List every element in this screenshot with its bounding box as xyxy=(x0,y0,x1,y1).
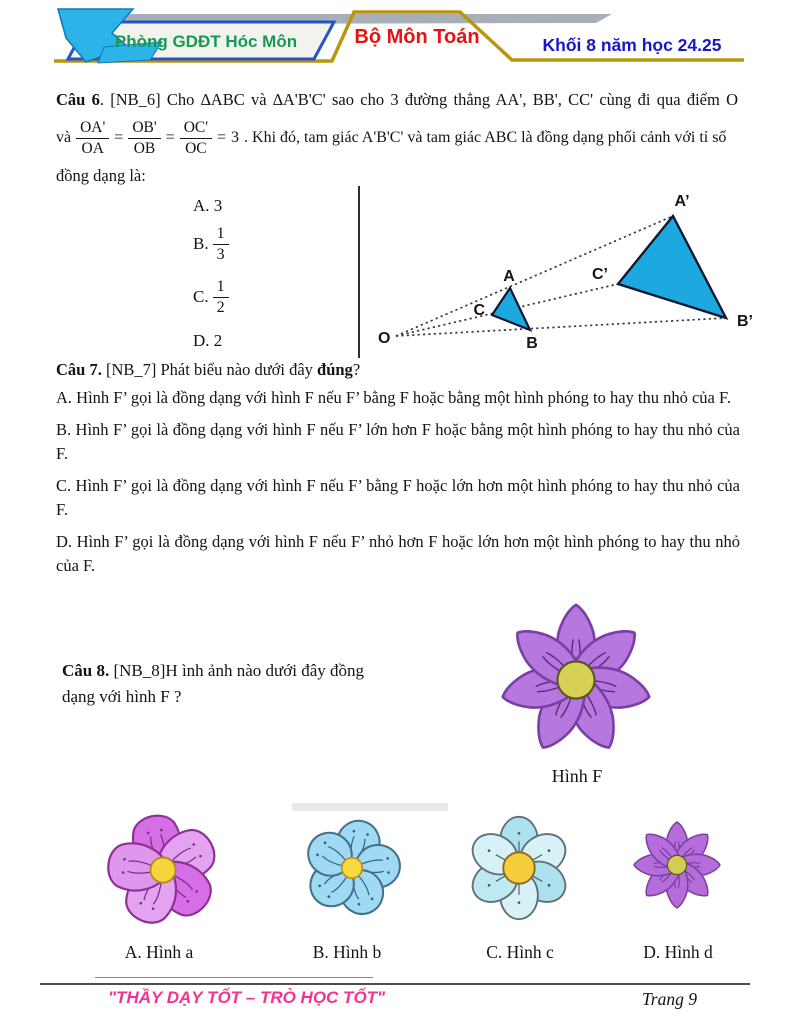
q7-option-c: C. Hình F’ gọi là đồng dạng với hình F nếu F’ bằng F hoặc lớn hơn một hình phóng to hay thu nhỏ của F. xyxy=(56,476,740,519)
label-C-prime: C’ xyxy=(592,266,608,283)
q6-line2-prefix: và xyxy=(56,129,72,146)
fraction-oc: $\frac{OC'}{OC}$ xyxy=(180,119,212,157)
label-B-prime: B’ xyxy=(737,313,753,330)
q6-vertical-divider xyxy=(358,186,360,358)
equals-sign: = xyxy=(165,129,175,146)
q7-option-d: D. Hình F’ gọi là đồng dạng với hình F nếu F’ nhỏ hơn F hoặc lớn hơn một hình phóng to hay thu nhỏ của F. xyxy=(56,532,740,575)
header-banner xyxy=(0,0,792,78)
triangle-a1b1c1 xyxy=(618,216,726,318)
q6-line3: đồng dạng là: xyxy=(56,166,146,185)
question-8 xyxy=(62,658,398,710)
q8-option-a-caption: A. Hình a xyxy=(124,942,194,962)
similar-triangles-diagram xyxy=(362,184,764,360)
label-O: O xyxy=(378,330,391,347)
q6-answer-b: B. $\frac{1}{3}$ xyxy=(193,225,234,264)
q8-text: [NB_8]H ình ảnh nào dưới đây đồng dạng với hình F ? xyxy=(62,661,364,706)
equals-sign: = xyxy=(114,129,124,146)
q6-answer-a: A. 3 xyxy=(193,196,223,215)
q8-label: Câu 8. xyxy=(62,661,110,680)
q8-option-c-caption: C. Hình c xyxy=(486,942,554,962)
header-subject-text: Bộ Môn Toán xyxy=(354,26,480,48)
fraction-ob: $\frac{OB'}{OB}$ xyxy=(128,119,160,157)
ratio-value: 3 xyxy=(231,129,240,146)
footer-rule xyxy=(40,983,750,985)
flower-a-image xyxy=(96,803,230,937)
figure-f-caption: Hình F xyxy=(551,766,603,786)
flower-a-center xyxy=(150,857,175,882)
q8-option-b-caption: B. Hình b xyxy=(312,942,382,962)
flower-f-image xyxy=(492,596,660,764)
header-dept-text: Phòng GDĐT Hóc Môn xyxy=(114,32,298,51)
q6-line1-text: . [NB_6] Cho ∆ABC và ∆A'B'C' sao cho 3 đường thẳng AA', BB', CC' cùng đi qua điểm O xyxy=(99,90,738,109)
q6-line2-suffix: . Khi đó, tam giác A'B'C' và tam giác ABC là đồng dạng phối cảnh với tỉ số xyxy=(244,129,727,146)
question-6 xyxy=(56,88,738,188)
answer-c-fraction: $\frac{1}{2}$ xyxy=(213,278,229,317)
q6-label: Câu 6 xyxy=(56,90,100,109)
q7-option-a: A. Hình F’ gọi là đồng dạng với hình F nếu F’ bằng F hoặc bằng một hình phóng to hay thu nhỏ của F. xyxy=(56,388,731,407)
flower-c-center xyxy=(503,852,534,883)
flower-d-center xyxy=(667,855,686,874)
q8-option-d-caption: D. Hình d xyxy=(643,942,713,962)
answer-b-fraction: $\frac{1}{3}$ xyxy=(213,225,229,264)
label-A: A xyxy=(503,268,515,285)
flower-f-center xyxy=(557,661,594,698)
header-grade-text: Khối 8 năm học 24.25 xyxy=(542,35,722,55)
flower-c-image xyxy=(460,809,578,927)
label-A-prime: A’ xyxy=(674,193,690,210)
footer-slogan: "THẦY DẠY TỐT – TRÒ HỌC TỐT" xyxy=(108,988,386,1007)
q7-title: Câu 7. [NB_7] Phát biểu nào dưới đây đúng? xyxy=(56,360,361,379)
q7-option-b: B. Hình F’ gọi là đồng dạng với hình F nếu F’ lớn hơn F hoặc bằng một hình phóng to hay thu nhỏ của F. xyxy=(56,420,740,463)
fraction-oa: $\frac{OA'}{OA}$ xyxy=(76,119,109,157)
q6-answer-c: C. $\frac{1}{2}$ xyxy=(193,278,234,317)
flower-b-center xyxy=(342,858,362,878)
flower-b-image xyxy=(293,809,411,927)
label-C: C xyxy=(473,302,485,319)
question-7 xyxy=(56,358,740,586)
q6-line1 xyxy=(56,88,738,112)
footer-rule-thin xyxy=(95,977,373,978)
flower-d-image xyxy=(629,817,725,913)
q6-answer-d: D. 2 xyxy=(193,331,223,350)
label-B: B xyxy=(526,335,538,352)
equals-sign: = xyxy=(217,129,227,146)
q6-formula-line xyxy=(56,112,738,164)
triangle-abc xyxy=(492,288,530,330)
footer-page-number: Trang 9 xyxy=(642,989,697,1009)
